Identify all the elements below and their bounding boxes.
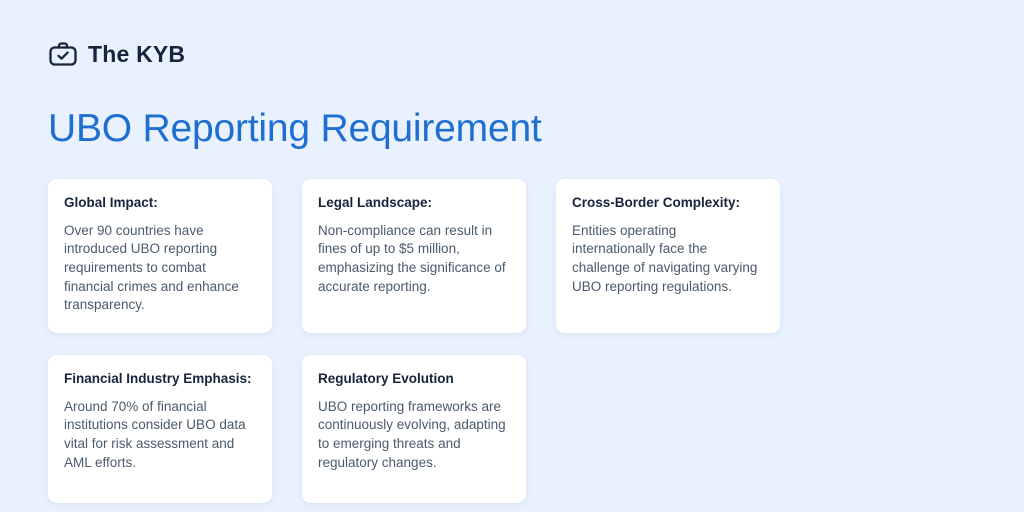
cards-grid <box>48 179 976 503</box>
card-title: Regulatory Evolution <box>318 370 454 386</box>
card-body: Non-compliance can result in fines of up to $5 million, emphasizing the significance of accurate reporting. <box>318 222 506 294</box>
briefcase-check-icon <box>48 39 78 69</box>
card-body: Over 90 countries have introduced UBO reporting requirements to combat financial crimes and enhance transparency. <box>64 222 239 313</box>
card-title: Financial Industry Emphasis: <box>64 370 252 386</box>
card-cross-border-complexity <box>556 179 780 333</box>
card-global-impact <box>48 179 272 333</box>
card-title: Global Impact: <box>64 194 158 210</box>
cards-row-1 <box>48 179 976 333</box>
card-body: Entities operating internationally face the challenge of navigating varying UBO reporting regulations. <box>572 222 758 294</box>
card-regulatory-evolution <box>302 355 526 503</box>
card-financial-industry-emphasis <box>48 355 272 503</box>
brand-logo <box>48 34 976 74</box>
card-legal-landscape <box>302 179 526 333</box>
cards-row-2 <box>48 355 976 503</box>
page-title: UBO Reporting Requirement <box>48 107 542 150</box>
brand-name: The KYB <box>88 40 186 67</box>
card-title: Cross-Border Complexity: <box>572 194 741 210</box>
card-title: Legal Landscape: <box>318 194 433 210</box>
card-body: Around 70% of financial institutions consider UBO data vital for risk assessment and AML efforts. <box>64 398 246 470</box>
card-body: UBO reporting frameworks are continuously evolving, adapting to emerging threats and regulatory changes. <box>318 398 506 470</box>
